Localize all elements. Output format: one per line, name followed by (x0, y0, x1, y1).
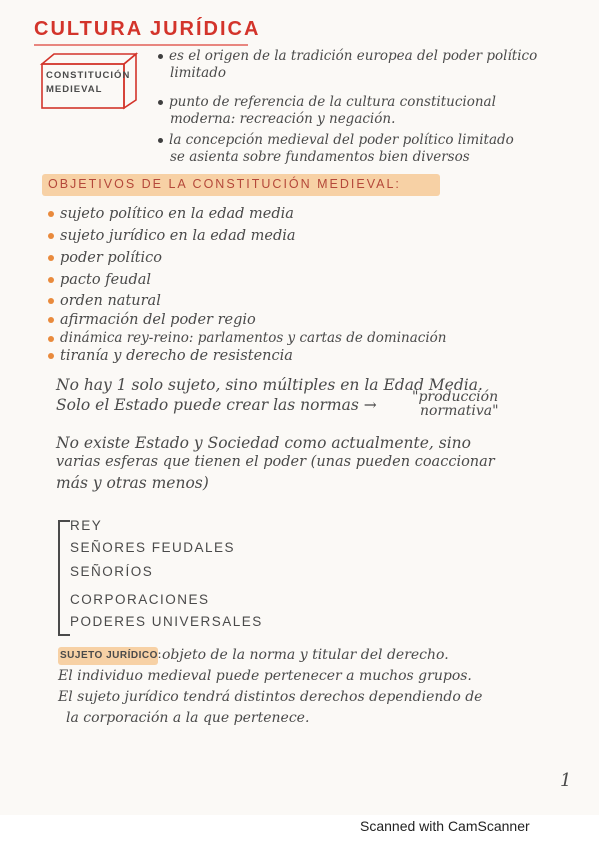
objective-dot (48, 317, 54, 323)
page-title: CULTURA JURÍDICA (34, 18, 261, 40)
power-item: SEÑORÍOS (70, 564, 154, 579)
sujeto-line-1: objeto de la norma y titular del derecho. (162, 647, 449, 663)
objective-dot (48, 336, 54, 342)
objective-text: tiranía y derecho de resistencia (60, 348, 293, 364)
sujeto-line-4: la corporación a la que pertenece. (66, 710, 310, 726)
objective-dot (48, 277, 54, 283)
objective-text: dinámica rey-reino: parlamentos y cartas de dominación (60, 330, 447, 346)
objective-item (48, 272, 151, 288)
paragraph-1-line-2: Solo el Estado puede crear las normas → (56, 396, 377, 414)
intro-bullet-1-line-1: es el origen de la tradición europea del poder político (169, 48, 538, 64)
title-underline (34, 44, 248, 46)
sujeto-line-3: El sujeto jurídico tendrá distintos derechos dependiendo de (58, 689, 483, 705)
objective-item (48, 330, 446, 346)
paragraph-2-line-2: varias esferas que tienen el poder (unas pueden coaccionar (56, 454, 495, 470)
objective-dot (48, 211, 54, 217)
scanner-watermark: Scanned with CamScanner (360, 818, 530, 834)
produccion-normativa-quote (412, 390, 499, 418)
box-label-line-2: MEDIEVAL (46, 84, 103, 95)
paragraph-2-line-3: más y otras menos) (56, 474, 209, 492)
constitucion-box (36, 50, 141, 110)
objective-text: poder político (60, 250, 163, 266)
objective-dot (48, 353, 54, 359)
intro-bullet-3 (158, 132, 514, 148)
intro-bullet-2 (158, 94, 496, 110)
intro-bullet-1 (158, 48, 537, 64)
objective-item (48, 228, 296, 244)
objective-text: sujeto jurídico en la edad media (60, 228, 296, 244)
objective-text: afirmación del poder regio (60, 312, 256, 328)
page-number: 1 (560, 770, 572, 791)
bullet-dot (158, 138, 163, 143)
quote-line-2: normativa" (420, 403, 499, 419)
bullet-dot (158, 54, 163, 59)
intro-bullet-2-line-1: punto de referencia de la cultura constitucional (169, 94, 496, 110)
paragraph-1-line-1: No hay 1 solo sujeto, sino múltiples en la Edad Media. (56, 376, 483, 394)
intro-bullet-1-line-2: limitado (170, 65, 226, 81)
bullet-dot (158, 100, 163, 105)
objective-item (48, 348, 293, 364)
power-item: SEÑORES FEUDALES (70, 540, 236, 555)
power-item: PODERES UNIVERSALES (70, 614, 263, 629)
objective-item (48, 206, 294, 222)
objective-text: sujeto político en la edad media (60, 206, 294, 222)
objectives-title: OBJETIVOS DE LA CONSTITUCIÓN MEDIEVAL: (48, 177, 401, 191)
objective-dot (48, 233, 54, 239)
intro-bullet-3-line-1: la concepción medieval del poder político limitado (169, 132, 514, 148)
objective-item (48, 250, 162, 266)
quote-line-1: "producción (412, 389, 499, 405)
sujeto-juridico-label: SUJETO JURÍDICO: (60, 650, 162, 661)
powers-bracket (58, 520, 70, 636)
objective-text: orden natural (60, 293, 161, 309)
paragraph-2-line-1: No existe Estado y Sociedad como actualmente, sino (56, 434, 471, 452)
objective-dot (48, 255, 54, 261)
objective-item (48, 293, 161, 309)
intro-bullet-2-line-2: moderna: recreación y negación. (170, 111, 396, 127)
power-item: CORPORACIONES (70, 592, 210, 607)
objective-item (48, 312, 256, 328)
box-label-line-1: CONSTITUCIÓN (46, 70, 131, 81)
power-item: REY (70, 518, 103, 533)
objective-dot (48, 298, 54, 304)
sujeto-line-2: El individuo medieval puede pertenecer a muchos grupos. (58, 668, 472, 684)
intro-bullet-3-line-2: se asienta sobre fundamentos bien diversos (170, 149, 470, 165)
objective-text: pacto feudal (60, 272, 152, 288)
